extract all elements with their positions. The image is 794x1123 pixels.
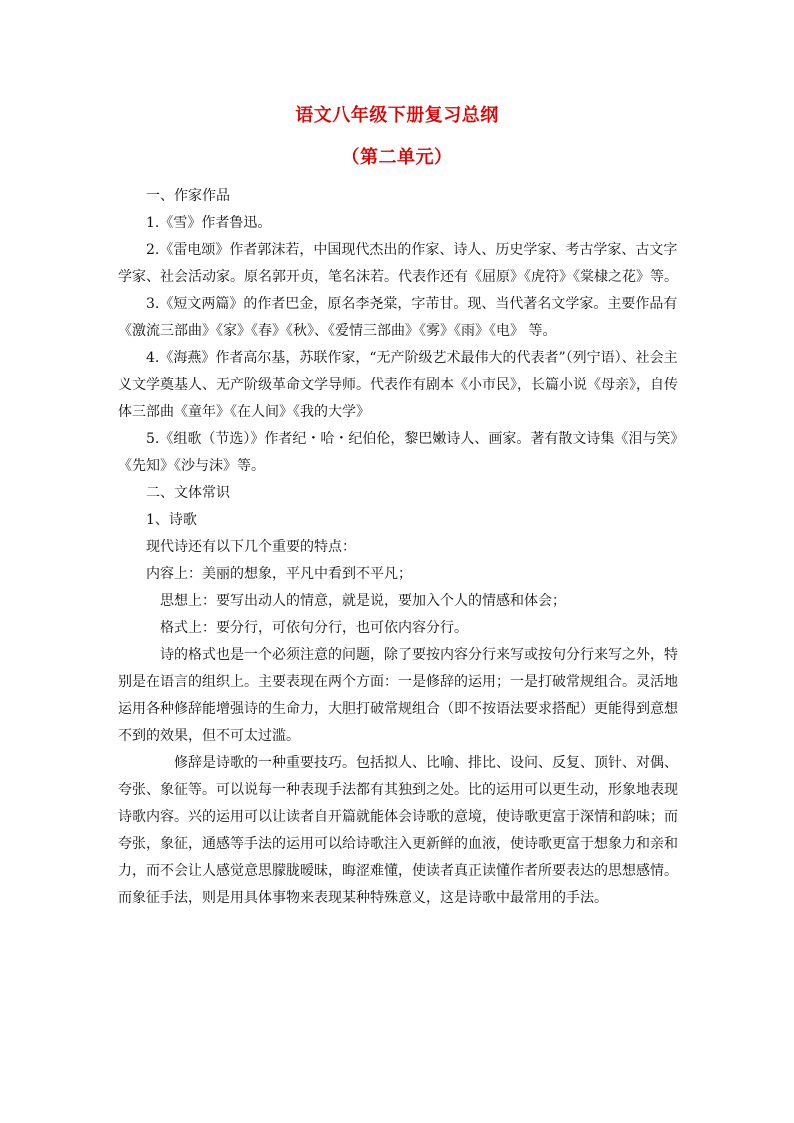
subsection-heading-poetry: 1、诗歌: [146, 512, 197, 528]
poetry-feature-format: 格式上：要分行，可依句分行，也可依内容分行。: [160, 620, 468, 636]
author-item-5: 5.《组歌（节选）》作者纪・哈・纪伯伦，黎巴嫩诗人、画家。著有散文诗集《泪与笑》《先知》《沙与沫》等。: [118, 431, 685, 474]
poetry-rhetoric-paragraph: 修辞是诗歌的一种重要技巧。包括拟人、比喻、排比、设问、反复、顶针、对偶、夸张、象征等。可以说每一种表现手法都有其独到之处。比的运用可以更生动，形象地表现诗歌内容。兴的运用可以让读者自开篇就能体会诗歌的意境，使诗歌更富于深情和韵味；而夸张，象征，通感等手法的运用可以给诗歌注入更新鲜的血液，使诗歌更富于想象力和亲和力，而不会让人感觉意思朦胧暧昧，晦涩难懂，使读者真正读懂作者所要表达的思想感情。而象征手法，则是用具体事物来表现某种特殊意义，这是诗歌中最常用的手法。: [118, 755, 678, 906]
author-item-4: 4.《海燕》作者高尔基，苏联作家，“无产阶级艺术最伟大的代表者”（列宁语）、社会主义文学奠基人、无产阶级革命文学导师。代表作有剧本《小市民》，长篇小说《母亲》，自传体三部曲《童年》《在人间》《我的大学》: [118, 350, 678, 420]
document-subtitle: （第二单元）: [341, 147, 453, 168]
document-body: [118, 183, 688, 912]
document-title: 语文八年级下册复习总纲: [295, 105, 499, 126]
poetry-intro: 现代诗还有以下几个重要的特点：: [146, 539, 356, 555]
section-heading-genre: 二、文体常识: [146, 485, 230, 501]
poetry-feature-thought: 思想上：要写出动人的情意，就是说，要加入个人的情感和体会；: [160, 593, 566, 609]
author-item-1: 1.《雪》作者鲁迅。: [146, 215, 272, 231]
author-item-3: 3.《短文两篇》的作者巴金，原名李尧棠，字芾甘。现、当代著名文学家。主要作品有《激流三部曲》《家》《春》《秋》、《爱情三部曲》《雾》《雨》《电》 等。: [118, 296, 678, 339]
section-heading-authors: 一、作家作品: [146, 188, 230, 204]
author-item-2: 2.《雷电颂》作者郭沫若，中国现代杰出的作家、诗人、历史学家、考古学家、古文字学家、社会活动家。原名郭开贞，笔名沫若。代表作还有《屈原》《虎符》《棠棣之花》等。: [118, 242, 678, 285]
poetry-format-paragraph: 诗的格式也是一个必须注意的问题，除了要按内容分行来写或按句分行来写之外，特别是在语言的组织上。主要表现在两个方面：一是修辞的运用；一是打破常规组合。灵活地运用各种修辞能增强诗的生命力，大胆打破常规组合（即不按语法要求搭配）更能得到意想不到的效果，但不可太过滥。: [118, 647, 678, 744]
poetry-feature-content: 内容上：美丽的想象，平凡中看到不平凡；: [146, 566, 412, 582]
